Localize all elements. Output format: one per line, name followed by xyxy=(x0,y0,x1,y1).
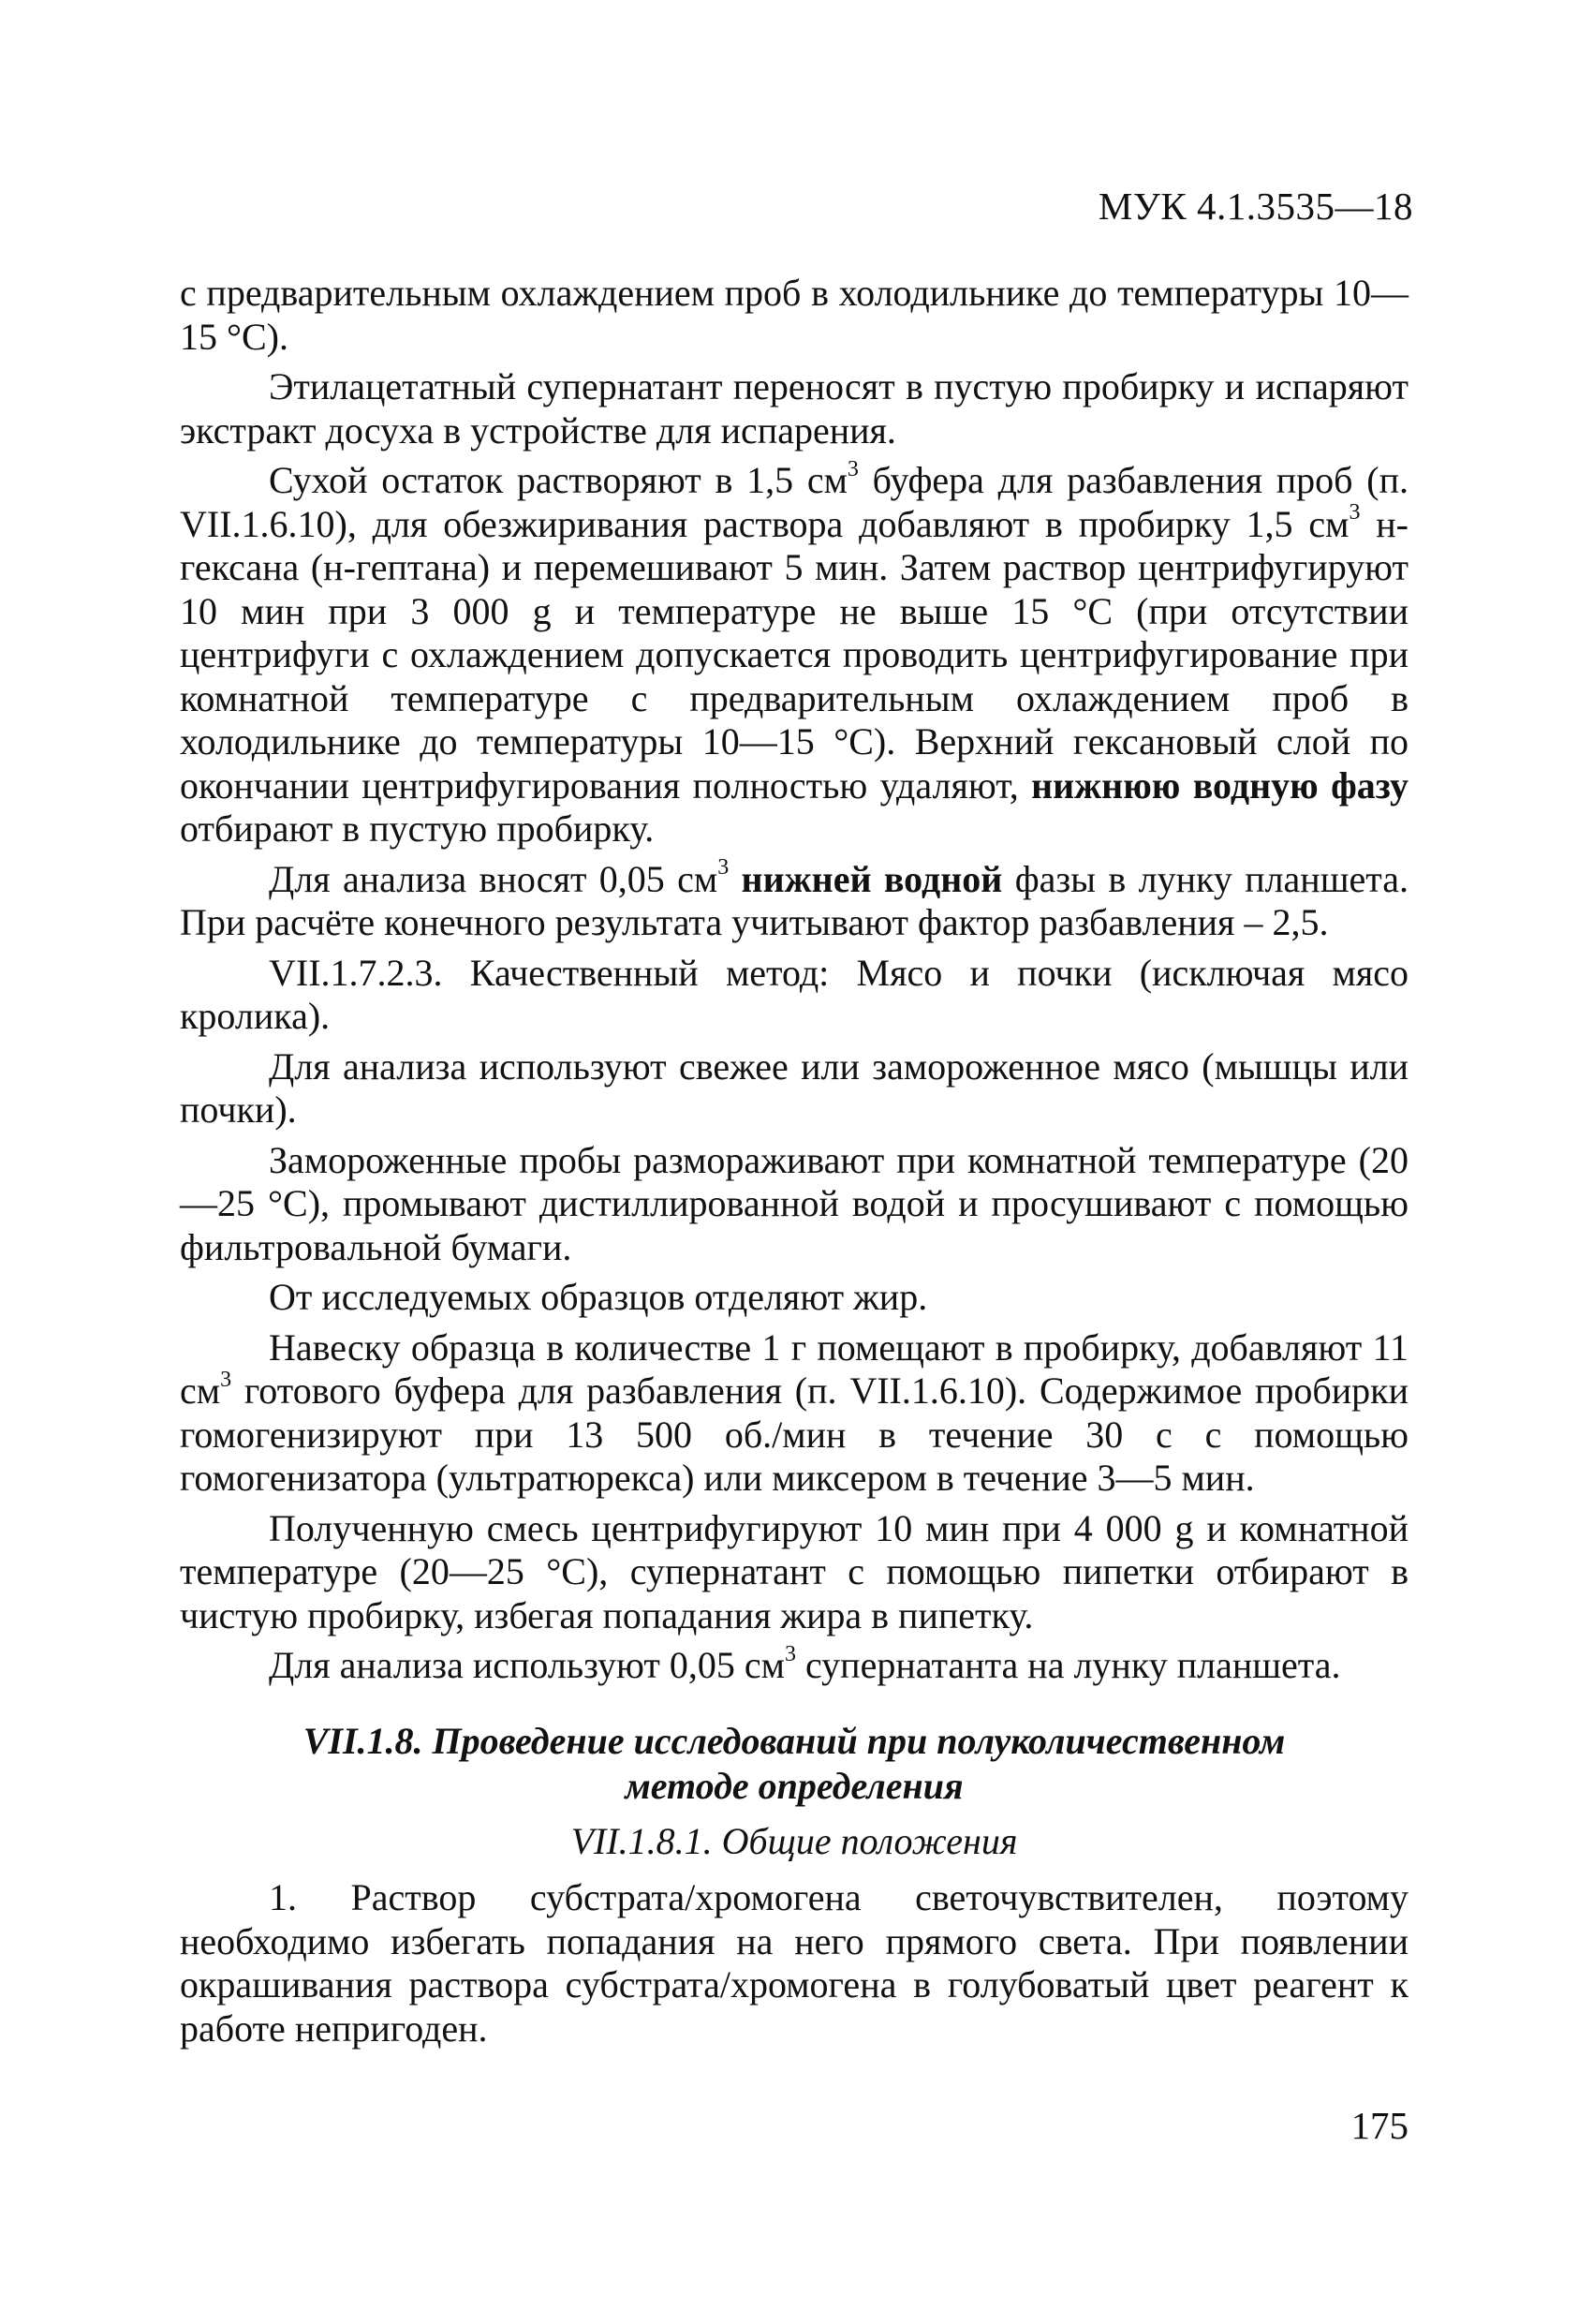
superscript-cube: 3 xyxy=(784,1641,796,1666)
paragraph-3-part-b: буфера для разбавления проб (п. VII.1.6.10), для обезжиривания раствора добавляют в пробирку 1,5 см xyxy=(180,459,1409,545)
paragraph-9-part-b: готового буфера для разбавления (п. VII.1.6.10). Содержимое пробирки гомогенизируют при 13 500 об./мин в течение 30 с с помощью гомогенизатора (ультратюрекса) или миксером в течение 3—5 мин. xyxy=(180,1369,1409,1499)
paragraph-4-part-a: Для анализа вносят 0,05 см xyxy=(269,857,718,900)
paragraph-6: Для анализа используют свежее или замороженное мясо (мышцы или почки). xyxy=(180,1044,1409,1131)
paragraph-5: VII.1.7.2.3. Качественный метод: Мясо и почки (исключая мясо кролика). xyxy=(180,951,1409,1037)
paragraph-11 xyxy=(180,1641,1409,1688)
document-code-header: МУК 4.1.3535—18 xyxy=(1098,185,1413,228)
paragraph-9 xyxy=(180,1326,1409,1501)
bold-emphasis: нижней водной xyxy=(729,857,1003,900)
paragraph-4-part-b: фазы в лунку планшета. При расчёте конечного результата учитывают фактор разбавления – 2,5. xyxy=(180,857,1409,943)
paragraph-3-part-d: отбирают в пустую пробирку. xyxy=(180,807,655,850)
subsection-heading: VII.1.8.1. Общие положения xyxy=(570,1819,1018,1862)
paragraph-11-part-a: Для анализа используют 0,05 см xyxy=(269,1644,785,1686)
superscript-cube: 3 xyxy=(1349,500,1361,525)
section-heading-line-1: VII.1.8. Проведение исследований при полуколичественном xyxy=(302,1719,1286,1762)
paragraph-10: Полученную смесь центрифугируют 10 мин при 4 000 g и комнатной температуре (20—25 °С), супернатант с помощью пипетки отбирают в чистую пробирку, избегая попадания жира в пипетку. xyxy=(180,1506,1409,1636)
paragraph-12: 1. Раствор субстрата/хромогена светочувствителен, поэтому необходимо избегать попадания на него прямого света. При появлении окрашивания раствора субстрата/хромогена в голубоватый цвет реагент к работе непригоден. xyxy=(180,1876,1409,2050)
page-number: 175 xyxy=(1350,2104,1409,2147)
paragraph-3 xyxy=(180,456,1409,851)
paragraph-3-part-c: н-гексана (н-гептана) и перемешивают 5 мин. Затем раствор центрифугируют 10 мин при 3 000 g и температуре не выше 15 °С (при отсутствии центрифуги с охлаждением допускается проводить центрифугирование при комнатной температуре с предварительным охлаждением проб в холодильнике до температуры 10—15 °С). Верхний гексановый слой по окончании центрифугирования полностью удаляют, xyxy=(180,502,1409,807)
paragraph-8: От исследуемых образцов отделяют жир. xyxy=(269,1276,928,1318)
paragraph-3-part-a: Сухой остаток растворяют в 1,5 см xyxy=(269,459,848,501)
paragraph-4 xyxy=(180,855,1409,945)
superscript-cube: 3 xyxy=(220,1367,232,1392)
section-heading-line-2: методе определения xyxy=(625,1764,964,1807)
paragraph-2: Этилацетатный супернатант переносят в пустую пробирку и испаряют экстракт досуха в устройстве для испарения. xyxy=(180,365,1409,451)
paragraph-11-part-b: супернатанта на лунку планшета. xyxy=(795,1644,1341,1686)
paragraph-9-part-a: Навеску образца в количестве 1 г помещают в пробирку, добавляют 11 см xyxy=(180,1325,1409,1412)
bold-emphasis: нижнюю водную фазу xyxy=(1031,763,1409,807)
section-heading xyxy=(180,1719,1409,1809)
page-body xyxy=(180,272,1409,2057)
superscript-cube: 3 xyxy=(717,855,730,881)
paragraph-1: с предварительным охлаждением проб в холодильнике до температуры 10—15 °С). xyxy=(180,272,1409,358)
superscript-cube: 3 xyxy=(847,456,859,481)
paragraph-7: Замороженные пробы размораживают при комнатной температуре (20—25 °С), промывают дистиллированной водой и просушивают с помощью фильтровальной бумаги. xyxy=(180,1138,1409,1268)
